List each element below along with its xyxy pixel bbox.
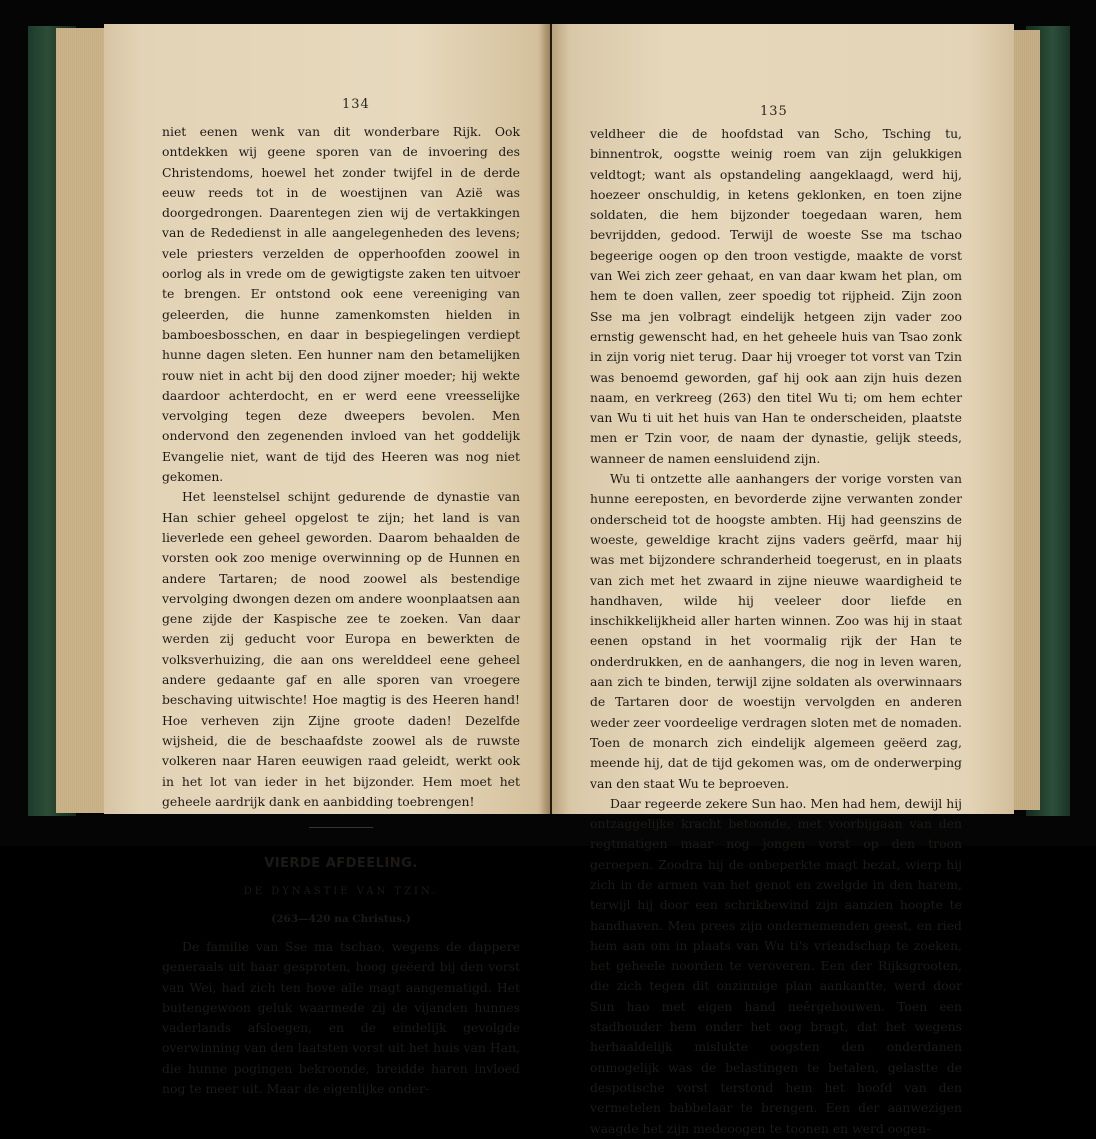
section-title: VIERDE AFDEELING. [264, 856, 418, 872]
page-edges-left [56, 28, 108, 813]
right-page [552, 24, 1014, 1136]
section-subtitle: DE DYNASTIE VAN TZIN. [243, 886, 439, 898]
left-page-text [162, 122, 520, 1099]
section-dates: (263—420 na Christus.) [271, 912, 411, 925]
paragraph: Wu ti ontzette alle aanhangers der vorige vorsten van hunne eereposten, en bevorderde zijne verwanten zonder onderscheid tot de hoogste ambten. Hij had geenszins de woeste, geweldige kracht zijns vaders geërfd, maar hij was met bijzondere schranderheid toegerust, en in plaats van zich met het zwaard in zijne nieuwe waardigheid te handhaven, wilde hij veeleer door liefde en inschikkelijkheid aller harten winnen. Zoo was hij in staat eenen opstand in het voormalig rijk der Han te onderdrukken, en de aanhangers, die nog in leven waren, aan zich te binden, terwijl zijne soldaten als overwinnaars de Tartaren door de woestijn vervolgden en anderen weder zeer voordeelige verdragen sloten met de nomaden. Toen de monarch zich eindelijk algemeen geëerd zag, meende hij, dat de tijd gekomen was, om de onderwerping van den staat Wu te beproeven. [590, 471, 962, 791]
paragraph: De familie van Sse ma tschao, wegens de dappere generaals uit haar gesproten, hoog geëerd bij den vorst van Wei, had zich ten hove alle magt aangematigd. Het buitengewoon geluk waarmede zij de vijanden hunnes vaderlands afsloegen, en de eindelijk gevolgde overwinning van den laatsten vorst uit het huis van Han, die hunne pogingen bekroonde, breidde haren invloed nog te meer uit. Maar de eigenlijke onder- [162, 938, 520, 1097]
left-page [104, 24, 550, 1097]
paragraph: niet eenen wenk van dit wonderbare Rijk. Ook ontdekken wij geene sporen van de invoering des Christendoms, hoewel het zonder twijfel in de derde eeuw reeds tot in de woestijnen van Azië was doorgedrongen. Daarentegen zien wij de vertakkingen van de Rededienst in alle aangelegenheden des levens; vele priesters verzelden de opperhoofden zoowel in oorlog als in vrede om de gewigtigste zaken ten uitvoer te brengen. Er ontstond ook eene vereeniging van geleerden, die hunne zamenkomsten hielden in bamboesbosschen, en daar in bespiegelingen verdiept hunne dagen sleten. Een hunner nam den betamelijken rouw niet in acht bij den dood zijner moeder; hij wekte daardoor achterdocht, en er werd eene vreesselijke vervolging tegen deze dweepers bevolen. Men ondervond den zegenenden invloed van het goddelijk Evangelie niet, want de tijd des Heeren was nog niet gekomen. [162, 124, 520, 485]
paragraph: Daar regeerde zekere Sun hao. Men had hem, dewijl hij ontzaggelijke kracht betoonde, met voorbijgaan van den regtmatigen maar nog jongen vorst op den troon geroepen. Zoodra hij de onbeperkte magt bezat, wierp hij zich in de armen van het genot en zwelgde in den harem, terwijl hij door een schrikbewind zijn aanzien hoopte te handhaven. Men prees zijn ondernemenden geest, en ried hem aan om in plaats van Wu ti's vriendschap te zoeken, het geheele noorden te veroveren. Een der Rijksgrooten, die zich tegen dit onzinnige plan aankantte, werd door Sun hao met eigen hand neêrgehouwen. Toen een stadhouder hem onder het oog bragt, dat het wegens herhaaldelijk mislukte oogsten den onderdanen onmogelijk was de belastingen te betalen, gelastte de despotische vorst terstond hem het hoofd van den vermetelen babbelaar te brengen. Een der aanwezigen waagde het zijn medeoogen te toonen en werd oogen- [590, 795, 962, 1136]
section-divider [309, 827, 373, 828]
page-number: 134 [342, 97, 370, 112]
paragraph: veldheer die de hoofdstad van Scho, Tsching tu, binnentrok, oogstte weinig roem van zijn gelukkigen veldtogt; want als opstandeling aangeklaagd, werd hij, hoezeer onschuldig, in ketens geklonken, en toen zijne soldaten, die hem bijzonder toegedaan waren, hem bevrijdden, gedood. Terwijl de woeste Sse ma tschao begeerige oogen op den troon vestigde, maakte de vorst van Wei zich zeer gehaat, en van daar kwam het plan, om hem te doen vallen, zeer spoedig tot rijpheid. Zijn zoon Sse ma jen volbragt eindelijk hetgeen zijn vader zoo ernstig gewenscht had, en het geheele huis van Tsao zonk in zijn vorig niet terug. Daar hij vroeger tot vorst van Tzin was benoemd geworden, gaf hij ook aan zijn huis dezen naam, en verkreeg (263) den titel Wu ti; om hem echter van Wu ti uit het huis van Han te onderscheiden, plaatste men er Tzin voor, de naam der dynastie, gelijk steeds, wanneer de namen eensluidend zijn. [590, 126, 962, 466]
right-page-text [590, 124, 962, 1139]
page-number: 135 [760, 104, 788, 119]
paragraph: Het leenstelsel schijnt gedurende de dynastie van Han schier geheel opgelost te zijn; het land is van lieverlede een geheel geworden. Daarom behaalden de vorsten ook zoo menige overwinning op de Hunnen en andere Tartaren; de nood zoowel als bestendige vervolging dwongen dezen om andere woonplaatsen aan gene zijde der Kaspische zee te zoeken. Van daar werden zij geducht voor Europa en bewerkten de volksverhuizing, die aan ons werelddeel eene geheel andere gedaante gaf en alle sporen van vroegere beschaving uitwischte! Hoe magtig is des Heeren hand! Hoe verheven zijn Zijne groote daden! Dezelfde wijsheid, die de beschaafdste zoowel als de ruwste volkeren naar Haren eeuwigen raad geleidt, werkt ook in het lot van ieder in het bijzonder. Hem moet het geheele aardrijk dank en aanbidding toebrengen! [162, 489, 520, 809]
